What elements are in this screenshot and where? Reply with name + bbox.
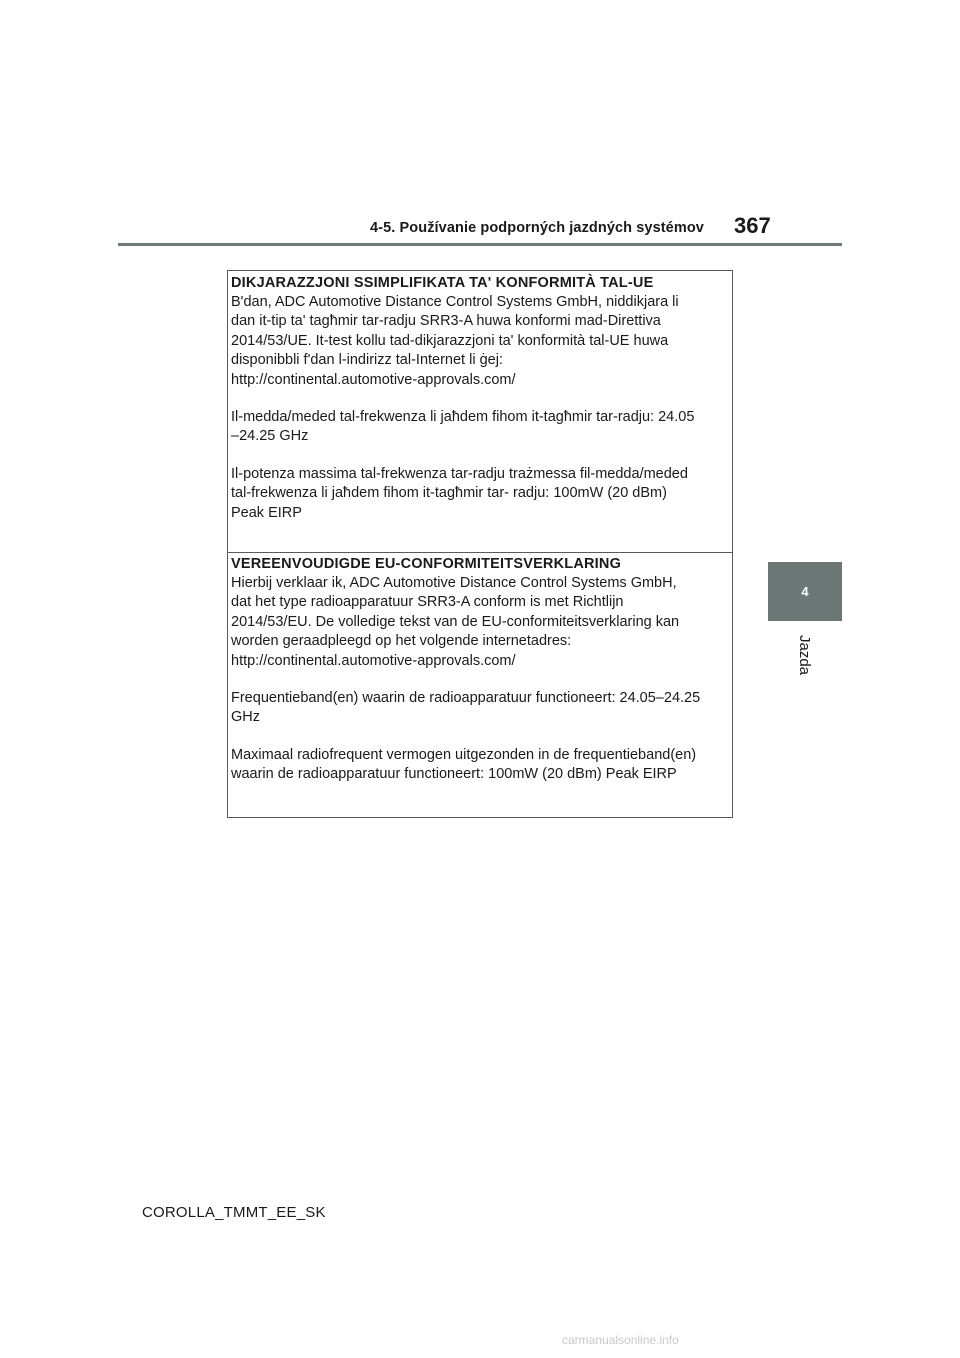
spacer xyxy=(228,390,732,408)
maltese-body xyxy=(228,293,732,390)
chapter-number: 4 xyxy=(801,584,809,599)
spacer xyxy=(228,447,732,465)
spacer xyxy=(228,671,732,689)
body-line: Peak EIRP xyxy=(231,504,302,521)
maltese-declaration xyxy=(228,271,732,553)
spacer xyxy=(228,728,732,746)
dutch-body xyxy=(228,574,732,671)
chapter-label: Jazda xyxy=(796,634,814,676)
maltese-frequency xyxy=(228,408,732,447)
dutch-declaration xyxy=(228,552,732,817)
body-line: –24.25 GHz xyxy=(231,428,309,445)
url-line: http://continental.automotive-approvals.com/ xyxy=(231,371,516,388)
body-line: dat het type radioapparatuur SRR3-A conform is met Richtlijn xyxy=(231,594,624,611)
body-line: worden geraadpleegd op het volgende internetadres: xyxy=(231,633,572,650)
header-divider xyxy=(118,243,842,246)
maltese-title: DIKJARAZZJONI SSIMPLIFIKATA TA' KONFORMITÀ TAL-UE xyxy=(231,275,654,291)
body-line: Frequentieband(en) waarin de radioapparatuur functioneert: 24.05–24.25 xyxy=(231,690,701,707)
maltese-power xyxy=(228,465,732,523)
page-number: 367 xyxy=(734,213,771,238)
section-header-title: 4-5. Používanie podporných jazdných systémov xyxy=(370,220,704,236)
chapter-tab xyxy=(768,562,842,621)
body-line: Il-medda/meded tal-frekwenza li jaħdem fihom it-tagħmir tar-radju: 24.05 xyxy=(231,409,695,426)
body-line: tal-frekwenza li jaħdem fihom it-tagħmir tar- radju: 100mW (20 dBm) xyxy=(231,485,667,502)
dutch-frequency xyxy=(228,689,732,728)
dutch-title: VEREENVOUDIGDE EU-CONFORMITEITSVERKLARING xyxy=(231,556,622,572)
body-line: 2014/53/EU. De volledige tekst van de EU-conformiteitsverklaring kan xyxy=(231,613,680,630)
body-line: Maximaal radiofrequent vermogen uitgezonden in de frequentieband(en) xyxy=(231,746,697,763)
body-line: waarin de radioapparatuur functioneert: 100mW (20 dBm) Peak EIRP xyxy=(231,766,677,783)
watermark: carmanualsonline.info xyxy=(562,1333,679,1347)
dutch-power xyxy=(228,746,732,785)
body-line: disponibbli f'dan l-indirizz tal-Internet li ġej: xyxy=(231,352,503,369)
body-line: Hierbij verklaar ik, ADC Automotive Distance Control Systems GmbH, xyxy=(231,575,677,591)
url-line: http://continental.automotive-approvals.com/ xyxy=(231,652,516,669)
body-line: 2014/53/UE. It-test kollu tad-dikjarazzjoni ta' konformità tal-UE huwa xyxy=(231,332,669,349)
body-line: Il-potenza massima tal-frekwenza tar-radju trażmessa fil-medda/meded xyxy=(231,465,688,482)
body-line: GHz xyxy=(231,709,260,726)
body-line: dan it-tip ta' tagħmir tar-radju SRR3-A huwa konformi mad-Direttiva xyxy=(231,313,661,330)
body-line: B'dan, ADC Automotive Distance Control Systems GmbH, niddikjara li xyxy=(231,294,679,310)
footer-document-code: COROLLA_TMMT_EE_SK xyxy=(142,1204,326,1221)
declaration-box xyxy=(227,270,733,818)
